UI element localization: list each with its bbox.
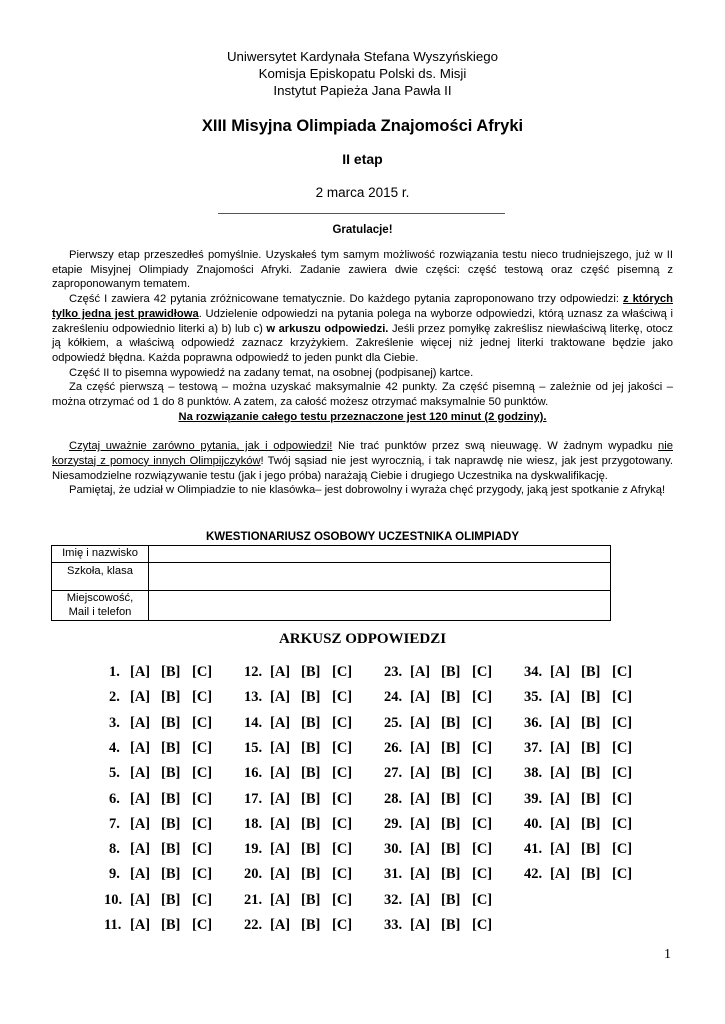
answer-item <box>104 841 234 859</box>
attention-paragraph: Czytaj uważnie zarówno pytania, jak i odpowiedzi! Nie trać punktów przez swą nieuwagę. W żadnym wypadku nie korzystaj z pomocy innych Olimpijczyków! Twój sąsiad nie jest wyrocznią, i tak naprawdę nie wiesz, jak jest przygotowany. Niesamodzielne rozwiązywanie testu (jak i jego próba) narażają Ciebie i drugiego Uczestnika na dyskwalifikację. <box>52 440 673 482</box>
answer-option-c[interactable]: [C] <box>332 841 353 858</box>
question-number: 14. <box>244 714 263 731</box>
answer-item <box>524 740 654 758</box>
question-number: 23. <box>384 664 403 680</box>
answer-option-a[interactable]: [A] <box>270 841 291 858</box>
answer-option-b[interactable]: [B] <box>441 790 461 807</box>
answer-sheet-title: ARKUSZ ODPOWIEDZI <box>278 631 447 647</box>
answer-option-c[interactable]: [C] <box>332 689 353 706</box>
school-label: Szkoła, klasa <box>52 563 149 591</box>
answer-item <box>384 765 514 783</box>
answer-option-a[interactable]: [A] <box>550 866 571 883</box>
answer-option-a[interactable]: [A] <box>130 790 151 807</box>
part-one-paragraph: Część I zawiera 42 pytania zróżnicowane tematycznie. Do każdego pytania zaproponowano trzy odpowiedzi: z których tylko jedna jest prawidłowa. Udzielenie odpowiedzi na pytania polega na wyborze odpowiedzi, którą uznasz za właściwą i zakreśleniu odpowiednio literki a) b) lub c) w arkuszu odpowiedzi. Jeśli przez pomyłkę zakreślisz niewłaściwą literkę, otocz ją kółkiem, a właściwą odpowiedź zaznacz krzyżykiem. Zakreślenie więcej niż jednej literki traktowane będzie jako odpowiedź błędna. Każda poprawna odpowiedź to jeden punkt dla Ciebie. <box>52 293 673 364</box>
stage-label: II etap <box>342 151 383 167</box>
answer-option-b[interactable]: [B] <box>161 917 181 933</box>
answer-option-a[interactable]: [A] <box>130 689 151 706</box>
answer-item <box>244 765 374 783</box>
answer-option-b[interactable]: [B] <box>441 765 461 782</box>
question-number: 40. <box>524 815 543 832</box>
institute-name: Instytut Papieża Jana Pawła II <box>273 83 452 98</box>
answer-option-c[interactable]: [C] <box>192 866 213 883</box>
answer-option-c[interactable]: [C] <box>612 765 633 782</box>
question-number: 28. <box>384 790 403 807</box>
question-number: 22. <box>244 917 263 933</box>
answer-item <box>244 816 374 834</box>
questionnaire-title: KWESTIONARIUSZ OSOBOWY UCZESTNIKA OLIMPIADY <box>205 531 520 543</box>
answer-item <box>384 917 514 935</box>
answer-option-a[interactable]: [A] <box>130 714 151 731</box>
personal-questionnaire-table <box>51 545 611 621</box>
question-number: 21. <box>244 891 263 908</box>
question-number: 39. <box>524 790 543 807</box>
answer-option-b[interactable]: [B] <box>161 790 181 807</box>
answer-option-c[interactable]: [C] <box>472 815 493 832</box>
answer-option-a[interactable]: [A] <box>410 664 431 680</box>
question-number: 7. <box>109 815 120 832</box>
answer-option-b[interactable]: [B] <box>581 815 601 832</box>
question-number: 8. <box>109 841 120 858</box>
answer-option-c[interactable]: [C] <box>192 790 213 807</box>
answer-option-a[interactable]: [A] <box>410 841 431 858</box>
question-number: 9. <box>109 866 120 883</box>
answer-option-b[interactable]: [B] <box>581 841 601 858</box>
question-number: 13. <box>244 689 263 706</box>
question-number: 19. <box>244 841 263 858</box>
answer-option-b[interactable]: [B] <box>441 664 461 680</box>
answer-option-c[interactable]: [C] <box>472 866 493 883</box>
answer-option-b[interactable]: [B] <box>581 689 601 706</box>
answer-option-c[interactable]: [C] <box>472 891 493 908</box>
answer-option-a[interactable]: [A] <box>410 714 431 731</box>
answer-option-c[interactable]: [C] <box>192 689 213 706</box>
answer-option-b[interactable]: [B] <box>581 790 601 807</box>
answer-option-c[interactable]: [C] <box>332 891 353 908</box>
answer-option-b[interactable]: [B] <box>441 841 461 858</box>
university-name: Uniwersytet Kardynała Stefana Wyszyńskiego <box>226 49 499 64</box>
commission-name: Komisja Episkopatu Polski ds. Misji <box>258 66 467 81</box>
answer-item <box>104 765 234 783</box>
answer-option-a[interactable]: [A] <box>410 689 431 706</box>
answer-item <box>384 715 514 733</box>
answer-option-b[interactable]: [B] <box>301 917 321 933</box>
answer-option-a[interactable]: [A] <box>550 765 571 782</box>
answer-item <box>244 841 374 859</box>
answer-item <box>384 740 514 758</box>
question-number: 16. <box>244 765 263 782</box>
answer-option-b[interactable]: [B] <box>441 815 461 832</box>
answer-item <box>104 689 234 707</box>
question-number: 29. <box>384 815 403 832</box>
contact-field[interactable] <box>149 591 611 621</box>
exam-date: 2 marca 2015 r. <box>315 185 410 200</box>
answer-item <box>384 892 514 910</box>
answer-option-a[interactable]: [A] <box>550 739 571 756</box>
question-number: 20. <box>244 866 263 883</box>
answer-option-a[interactable]: [A] <box>550 664 571 680</box>
answer-option-b[interactable]: [B] <box>301 790 321 807</box>
answer-option-a[interactable]: [A] <box>550 714 571 731</box>
intro-paragraph: Pierwszy etap przeszedłeś pomyślnie. Uzyskałeś tym samym możliwość rozwiązania testu nieco trudniejszego, już w II etapie Misyjnej Olimpiady Znajomości Afryki. Zadanie zawiera dwie części: część testową oraz część pisemną z zaproponowanym tematem. <box>52 249 673 291</box>
answer-option-a[interactable]: [A] <box>130 765 151 782</box>
question-number: 31. <box>384 866 403 883</box>
answer-option-a[interactable]: [A] <box>550 841 571 858</box>
answer-option-c[interactable]: [C] <box>472 765 493 782</box>
answer-item <box>104 715 234 733</box>
answer-item <box>104 664 234 682</box>
question-number: 2. <box>109 689 120 706</box>
answer-option-a[interactable]: [A] <box>410 815 431 832</box>
answer-option-c[interactable]: [C] <box>612 664 633 680</box>
olympiad-title: XIII Misyjna Olimpiada Znajomości Afryki <box>201 117 524 135</box>
answer-option-a[interactable]: [A] <box>130 866 151 883</box>
answer-option-c[interactable]: [C] <box>472 664 493 680</box>
answer-item <box>104 917 234 935</box>
answer-option-c[interactable]: [C] <box>332 765 353 782</box>
answer-item <box>384 816 514 834</box>
answer-option-a[interactable]: [A] <box>270 917 291 933</box>
answer-option-c[interactable]: [C] <box>192 917 213 933</box>
school-field[interactable] <box>149 563 611 591</box>
answer-option-c[interactable]: [C] <box>472 714 493 731</box>
question-number: 3. <box>109 714 120 731</box>
answer-option-b[interactable]: [B] <box>301 739 321 756</box>
answer-option-c[interactable]: [C] <box>192 739 213 756</box>
answer-option-c[interactable]: [C] <box>192 714 213 731</box>
one-correct-answer-note: z których tylko jedna jest prawidłowa <box>52 293 673 320</box>
closing-paragraph: Pamiętaj, że udział w Olimpiadzie to nie klasówka– jest dobrowolny i wyraża chęć przygody, jaką jest spotkanie z Afryką! <box>69 484 666 497</box>
answer-option-c[interactable]: [C] <box>612 841 633 858</box>
answer-item <box>384 866 514 884</box>
time-limit-note: Na rozwiązanie całego testu przeznaczone jest 120 minut (2 godziny). <box>178 410 547 423</box>
answer-option-a[interactable]: [A] <box>410 866 431 883</box>
answer-option-c[interactable]: [C] <box>332 866 353 883</box>
answer-option-b[interactable]: [B] <box>581 765 601 782</box>
answer-option-c[interactable]: [C] <box>332 815 353 832</box>
answer-option-b[interactable]: [B] <box>581 714 601 731</box>
question-number: 10. <box>104 891 123 908</box>
answer-option-b[interactable]: [B] <box>161 815 181 832</box>
answer-option-b[interactable]: [B] <box>441 714 461 731</box>
answer-option-c[interactable]: [C] <box>332 664 353 680</box>
question-number: 11. <box>104 917 122 933</box>
question-number: 5. <box>109 765 120 782</box>
answer-option-c[interactable]: [C] <box>192 765 213 782</box>
answer-option-a[interactable]: [A] <box>410 790 431 807</box>
question-number: 18. <box>244 815 263 832</box>
answer-option-b[interactable]: [B] <box>161 891 181 908</box>
answer-item <box>524 715 654 733</box>
answer-grid <box>0 664 725 934</box>
answer-option-c[interactable]: [C] <box>612 739 633 756</box>
no-help-note: nie korzystaj z pomocy innych Olimpijczyków <box>52 440 673 467</box>
answer-option-a[interactable]: [A] <box>550 689 571 706</box>
question-number: 33. <box>384 917 403 933</box>
answer-option-c[interactable]: [C] <box>612 714 633 731</box>
answer-option-c[interactable]: [C] <box>332 917 353 933</box>
answer-option-c[interactable]: [C] <box>192 664 213 680</box>
page-number: 1 <box>664 947 671 962</box>
answer-option-a[interactable]: [A] <box>550 815 571 832</box>
answer-option-c[interactable]: [C] <box>472 739 493 756</box>
answer-option-c[interactable]: [C] <box>472 841 493 858</box>
answer-option-b[interactable]: [B] <box>161 689 181 706</box>
question-number: 6. <box>109 790 120 807</box>
answer-item <box>384 841 514 859</box>
answer-option-c[interactable]: [C] <box>472 917 493 933</box>
question-number: 4. <box>109 739 120 756</box>
answer-option-b[interactable]: [B] <box>161 841 181 858</box>
name-field[interactable] <box>149 546 611 563</box>
answer-option-b[interactable]: [B] <box>161 765 181 782</box>
answer-option-c[interactable]: [C] <box>472 790 493 807</box>
answer-option-b[interactable]: [B] <box>441 866 461 883</box>
congrats-heading: Gratulacje! <box>332 224 393 236</box>
answer-option-c[interactable]: [C] <box>332 790 353 807</box>
answer-item <box>384 664 514 682</box>
answer-option-a[interactable]: [A] <box>130 891 151 908</box>
answer-option-a[interactable]: [A] <box>410 891 431 908</box>
answer-option-a[interactable]: [A] <box>130 664 151 680</box>
answer-option-c[interactable]: [C] <box>332 714 353 731</box>
answer-item <box>384 791 514 809</box>
answer-option-b[interactable]: [B] <box>301 714 321 731</box>
answer-option-a[interactable]: [A] <box>270 765 291 782</box>
instructions <box>52 248 673 498</box>
answer-option-b[interactable]: [B] <box>581 866 601 883</box>
question-number: 38. <box>524 765 543 782</box>
answer-option-a[interactable]: [A] <box>270 866 291 883</box>
answer-item <box>244 740 374 758</box>
answer-option-c[interactable]: [C] <box>612 689 633 706</box>
answer-option-c[interactable]: [C] <box>192 891 213 908</box>
answer-item <box>524 765 654 783</box>
answer-sheet-note: w arkuszu odpowiedzi. <box>266 322 389 335</box>
question-number: 35. <box>524 689 543 706</box>
answer-option-b[interactable]: [B] <box>161 664 181 680</box>
question-number: 27. <box>384 765 403 782</box>
question-number: 24. <box>384 689 403 706</box>
answer-option-b[interactable]: [B] <box>161 866 181 883</box>
answer-option-c[interactable]: [C] <box>192 815 213 832</box>
answer-option-c[interactable]: [C] <box>612 866 633 883</box>
question-number: 37. <box>524 739 543 756</box>
question-number: 15. <box>244 739 263 756</box>
answer-item <box>104 816 234 834</box>
answer-option-b[interactable]: [B] <box>301 866 321 883</box>
answer-option-b[interactable]: [B] <box>161 714 181 731</box>
question-number: 12. <box>244 664 263 680</box>
answer-option-b[interactable]: [B] <box>441 917 461 933</box>
answer-option-a[interactable]: [A] <box>410 917 431 933</box>
question-number: 34. <box>524 664 543 680</box>
answer-item <box>524 791 654 809</box>
answer-item <box>104 740 234 758</box>
answer-item <box>104 866 234 884</box>
answer-item <box>384 689 514 707</box>
answer-item <box>104 892 234 910</box>
answer-option-b[interactable]: [B] <box>301 664 321 680</box>
answer-option-b[interactable]: [B] <box>161 739 181 756</box>
answer-option-a[interactable]: [A] <box>270 739 291 756</box>
answer-option-a[interactable]: [A] <box>550 790 571 807</box>
answer-item <box>524 689 654 707</box>
answer-option-a[interactable]: [A] <box>270 891 291 908</box>
answer-item <box>524 664 654 682</box>
answer-option-c[interactable]: [C] <box>192 841 213 858</box>
answer-option-b[interactable]: [B] <box>441 739 461 756</box>
answer-option-b[interactable]: [B] <box>301 841 321 858</box>
answer-item <box>244 866 374 884</box>
answer-option-c[interactable]: [C] <box>612 815 633 832</box>
answer-item <box>244 664 374 682</box>
name-label: Imię i nazwisko <box>52 546 149 563</box>
answer-option-a[interactable]: [A] <box>410 739 431 756</box>
question-number: 17. <box>244 790 263 807</box>
answer-option-b[interactable]: [B] <box>301 689 321 706</box>
answer-item <box>244 689 374 707</box>
answer-option-b[interactable]: [B] <box>441 891 461 908</box>
answer-item <box>244 917 374 935</box>
answer-option-b[interactable]: [B] <box>301 891 321 908</box>
title-divider <box>218 213 505 214</box>
answer-item <box>524 841 654 859</box>
answer-option-a[interactable]: [A] <box>410 765 431 782</box>
question-number: 42. <box>524 866 543 883</box>
answer-item <box>524 816 654 834</box>
question-number: 26. <box>384 739 403 756</box>
answer-option-a[interactable]: [A] <box>130 739 151 756</box>
answer-option-a[interactable]: [A] <box>130 815 151 832</box>
answer-item <box>244 892 374 910</box>
part-two-paragraph: Część II to pisemna wypowiedź na zadany temat, na osobnej (podpisanej) kartce. <box>69 366 474 379</box>
answer-option-b[interactable]: [B] <box>581 664 601 680</box>
scoring-paragraph: Za część pierwszą – testową – można uzyskać maksymalnie 42 punkty. Za część pisemną – zależnie od jej jakości – można otrzymać od 1 do 8 punktów. A zatem, za całość możesz otrzymać maksymalnie 50 punktów. <box>52 381 673 409</box>
answer-option-a[interactable]: [A] <box>270 714 291 731</box>
question-number: 1. <box>109 664 120 680</box>
question-number: 36. <box>524 714 543 731</box>
answer-option-a[interactable]: [A] <box>130 917 151 933</box>
answer-option-a[interactable]: [A] <box>270 790 291 807</box>
answer-option-c[interactable]: [C] <box>472 689 493 706</box>
contact-label: Miejscowość, Mail i telefon <box>52 591 149 621</box>
answer-item <box>244 791 374 809</box>
answer-option-c[interactable]: [C] <box>612 790 633 807</box>
answer-option-b[interactable]: [B] <box>581 739 601 756</box>
answer-option-a[interactable]: [A] <box>270 664 291 680</box>
answer-option-b[interactable]: [B] <box>301 815 321 832</box>
answer-option-a[interactable]: [A] <box>270 815 291 832</box>
read-carefully-note: Czytaj uważnie zarówno pytania, jak i odpowiedzi! <box>69 440 333 453</box>
answer-option-c[interactable]: [C] <box>332 739 353 756</box>
answer-option-a[interactable]: [A] <box>130 841 151 858</box>
answer-option-b[interactable]: [B] <box>441 689 461 706</box>
question-number: 30. <box>384 841 403 858</box>
answer-item <box>524 866 654 884</box>
answer-item <box>104 791 234 809</box>
question-number: 32. <box>384 891 403 908</box>
answer-option-a[interactable]: [A] <box>270 689 291 706</box>
question-number: 25. <box>384 714 403 731</box>
answer-option-b[interactable]: [B] <box>301 765 321 782</box>
answer-item <box>244 715 374 733</box>
question-number: 41. <box>524 841 543 858</box>
